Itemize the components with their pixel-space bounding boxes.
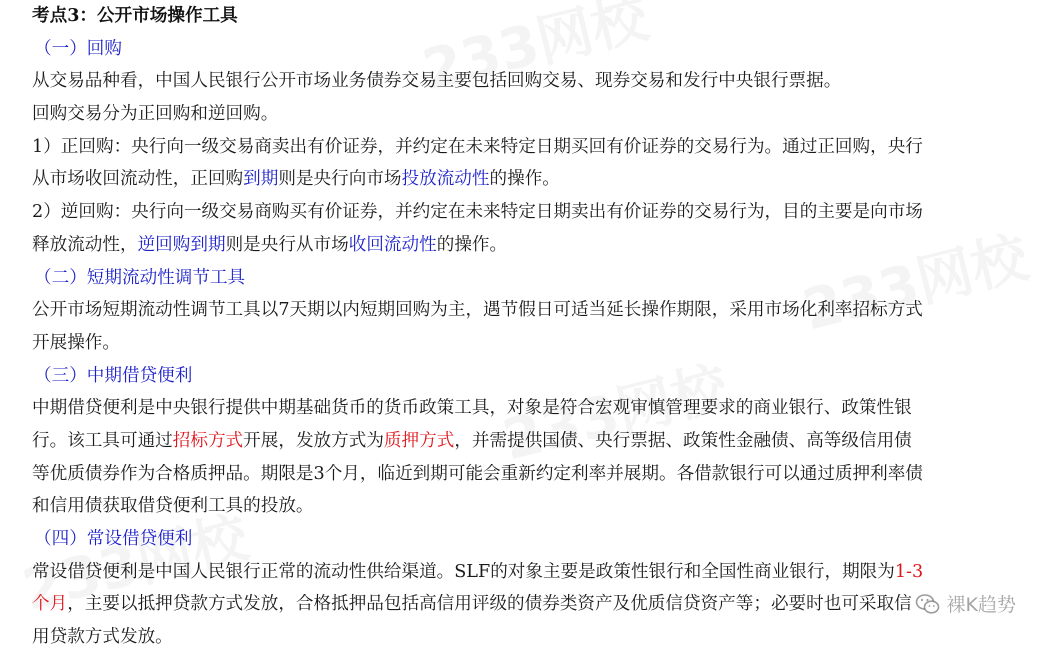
section-heading-slf: （四）常设借贷便利 <box>34 529 193 549</box>
highlight-term: 逆回购到期 <box>137 234 226 255</box>
paragraph: 回购交易分为正回购和逆回购。 <box>32 104 279 125</box>
document-body <box>32 0 1032 654</box>
paragraph: 用贷款方式发放。 <box>32 627 173 648</box>
section-heading-mlf: （三）中期借贷便利 <box>34 365 193 386</box>
text-run: ，并需提供国债、央行票据、政策性金融债、高等级信用债 <box>454 430 912 451</box>
text-run: ，主要以抵押贷款方式发放，合格抵押品包括高信用评级的债券类资产及优质信贷资产等；必要时也可采取信 <box>67 594 912 615</box>
section-heading-repo: （一）回购 <box>34 38 122 59</box>
paragraph <box>32 163 1032 196</box>
text-run: 则是央行向市场 <box>278 169 402 190</box>
paragraph <box>32 556 1032 589</box>
highlight-term: 个月 <box>32 594 68 615</box>
highlight-term: 收回流动性 <box>348 234 437 255</box>
text-run: 释放流动性， <box>32 234 138 255</box>
text-run: 开展，发放方式为 <box>243 430 384 451</box>
paragraph: 开展操作。 <box>32 332 120 353</box>
paragraph: 2）逆回购：央行向一级交易商购买有价证券，并约定在未来特定日期卖出有价证券的交易行为，目的主要是向市场 <box>32 202 923 223</box>
text-run: 的操作。 <box>436 234 508 255</box>
paragraph <box>32 425 1032 458</box>
paragraph: 1）正回购：央行向一级交易商卖出有价证券，并约定在未来特定日期买回有价证券的交易行为。通过正回购，央行 <box>32 136 923 157</box>
wechat-icon <box>915 591 941 617</box>
paragraph <box>32 588 1032 621</box>
paragraph <box>32 229 1032 262</box>
paragraph: 等优质债券作为合格质押品。期限是3个月，临近到期可能会重新约定利率并展期。各借款银行可以通过质押利率债 <box>32 463 923 484</box>
highlight-term: 投放流动性 <box>401 169 490 190</box>
paragraph: 和信用债获取借贷便利工具的投放。 <box>32 496 314 517</box>
section-heading-short-term: （二）短期流动性调节工具 <box>34 267 246 288</box>
highlight-term: 1-3 <box>894 561 924 582</box>
text-run: 则是央行从市场 <box>225 234 349 255</box>
highlight-term: 到期 <box>243 169 279 190</box>
text-run: 常设借贷便利是中国人民银行正常的流动性供给渠道。SLF的对象主要是政策性银行和全国性商业银行，期限为 <box>32 561 895 582</box>
text-run: 的操作。 <box>489 169 560 190</box>
text-run: 行。该工具可通过 <box>32 430 173 451</box>
page-title: 考点3：公开市场操作工具 <box>32 5 238 26</box>
paragraph: 中期借贷便利是中央银行提供中期基础货币的货币政策工具，对象是符合宏观审慎管理要求的商业银行、政策性银 <box>32 398 912 419</box>
corner-watermark-text: 裸K趋势 <box>946 594 1016 616</box>
highlight-term: 质押方式 <box>383 430 455 451</box>
paragraph: 公开市场短期流动性调节工具以7天期以内短期回购为主，遇节假日可适当延长操作期限，采用市场化利率招标方式 <box>32 300 923 321</box>
highlight-term: 招标方式 <box>172 430 244 451</box>
text-run: 从市场收回流动性，正回购 <box>32 169 244 190</box>
corner-watermark <box>915 590 1016 617</box>
paragraph: 从交易品种看，中国人民银行公开市场业务债券交易主要包括回购交易、现券交易和发行中央银行票据。 <box>32 71 842 92</box>
